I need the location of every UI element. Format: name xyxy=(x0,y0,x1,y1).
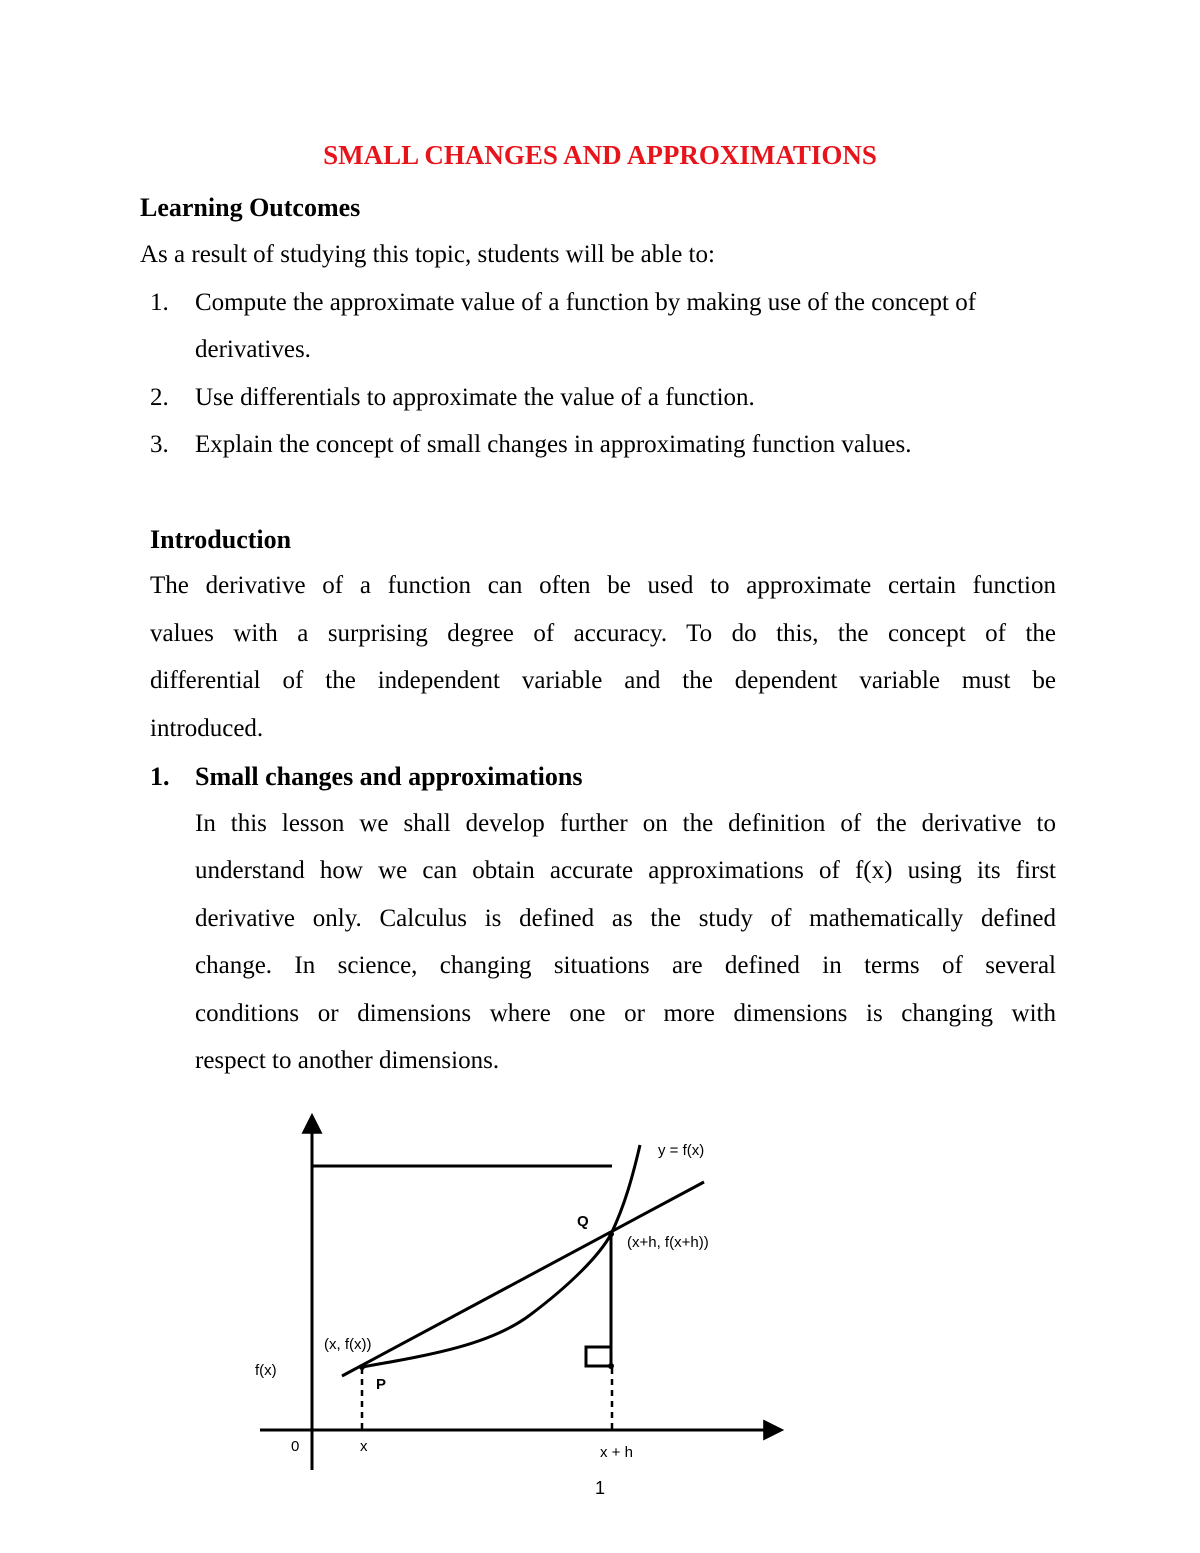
p-label: P xyxy=(376,1376,387,1393)
learning-outcomes-heading: Learning Outcomes xyxy=(140,193,361,222)
section-heading: Small changes and approximations xyxy=(195,762,583,791)
curve-label: y = f(x) xyxy=(658,1142,705,1159)
outcome-text: Explain the concept of small changes in approximating function values. xyxy=(195,431,912,458)
x-tick-label: x xyxy=(360,1438,368,1455)
section-line: respect to another dimensions. xyxy=(195,1047,500,1074)
outcome-text: Compute the approximate value of a function by making use of the concept of xyxy=(195,289,977,316)
section-number: 1. xyxy=(150,762,170,791)
right-angle-marker xyxy=(586,1347,611,1366)
xh-tick-label: x + h xyxy=(600,1444,633,1461)
learning-outcomes-intro: As a result of studying this topic, students will be able to: xyxy=(140,241,715,268)
introduction-heading: Introduction xyxy=(150,525,292,554)
p-coordinates-label: (x, f(x)) xyxy=(324,1336,372,1353)
origin-label: 0 xyxy=(291,1438,300,1455)
introduction-line: differential of the independent variable and the dependent variable must be xyxy=(150,667,1056,694)
derivative-diagram xyxy=(230,1105,800,1475)
outcome-number: 2. xyxy=(150,384,169,411)
introduction-line: values with a surprising degree of accuracy. To do this, the concept of the xyxy=(150,620,1056,647)
fx-axis-label: f(x) xyxy=(255,1362,277,1379)
section-line: change. In science, changing situations are defined in terms of several xyxy=(195,952,1056,979)
section-line: understand how we can obtain accurate approximations of f(x) using its first xyxy=(195,857,1056,884)
q-coordinates-label: (x+h, f(x+h)) xyxy=(627,1234,709,1251)
q-label: Q xyxy=(577,1213,589,1230)
section-line: In this lesson we shall develop further on the definition of the derivative to xyxy=(195,810,1056,837)
outcome-number: 1. xyxy=(150,289,169,316)
outcome-text: derivatives. xyxy=(195,336,311,363)
outcome-number: 3. xyxy=(150,431,169,458)
point-foot xyxy=(608,1363,614,1369)
point-p xyxy=(359,1364,365,1370)
point-q xyxy=(608,1231,614,1237)
page-number: 1 xyxy=(594,1478,605,1498)
function-curve xyxy=(362,1145,640,1367)
secant-line xyxy=(342,1182,704,1376)
outcome-text: Use differentials to approximate the value of a function. xyxy=(195,384,755,411)
introduction-line: introduced. xyxy=(150,715,264,742)
introduction-line: The derivative of a function can often be used to approximate certain function xyxy=(150,572,1056,599)
page-title: SMALL CHANGES AND APPROXIMATIONS xyxy=(323,140,877,170)
section-line: derivative only. Calculus is defined as the study of mathematically defined xyxy=(195,905,1056,932)
section-line: conditions or dimensions where one or more dimensions is changing with xyxy=(195,1000,1056,1027)
